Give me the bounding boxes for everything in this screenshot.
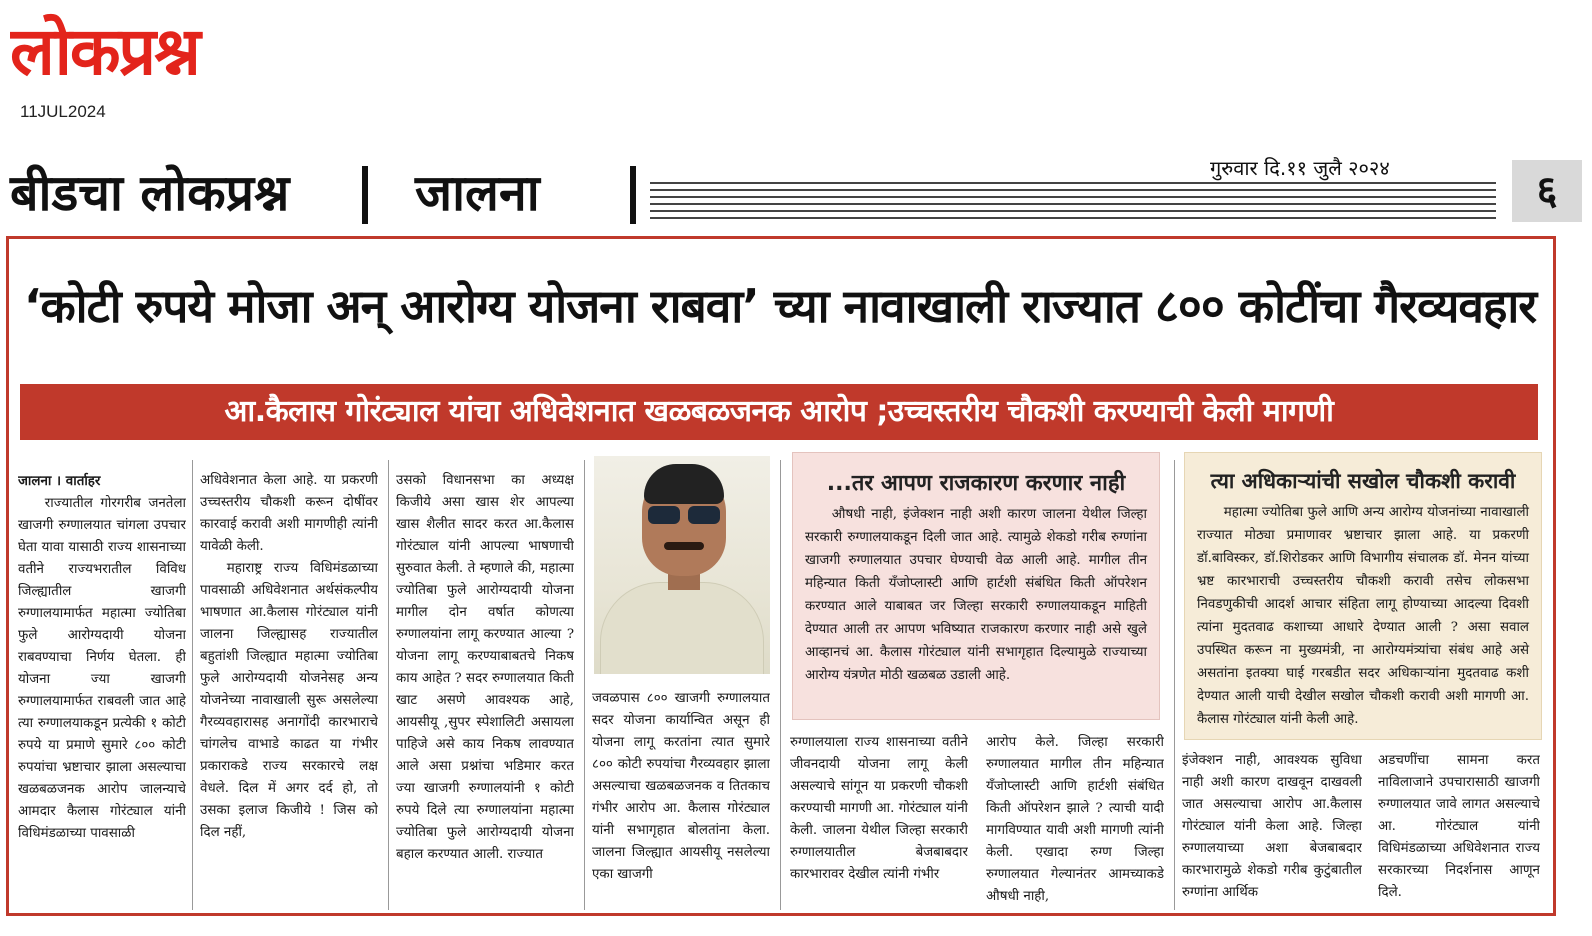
section-title-beed: बीडचा लोकप्रश्न (10, 163, 290, 222)
column-text: जवळपास ८०० खाजगी रुग्णालयात सदर योजना कार्यान्वित असून ही योजना लागू करतांना त्यात सुमारे ८०० कोटी रुपयांचा गैरव्यवहार झाला असल्याचा खळबळजनक व तितकाच गंभीर आरोप आ. कैलास गोरंट्याल यांनी सभागृहात बोलतांना केला. जालना जिल्ह्यात आयसीयू नसलेल्या एका खाजगी (592, 691, 770, 882)
article-column-3 (396, 470, 574, 908)
article-column-8 (1378, 750, 1540, 908)
box-body: औषधी नाही, इंजेक्शन नाही अशी कारण जालना येथील जिल्हा सरकारी रुग्णालयाकडून दिली जात आहे. त्यामुळे शेकडो गरीब रुग्णांना खाजगी रुग्णालयात उपचार घेण्याची वेळ आली आहे. मागील तीन महिन्यात किती यॅंजोप्लास्टी आणि हार्टशी संबंधित किती ऑपरेशन करण्यात आले याबाबत जर जिल्हा सरकारी रुग्णालयाकडून माहिती देण्यात आली तर आपण भविष्यात राजकारण करणार नाही असे खुले आव्हानचं आ. कैलास गोरंट्याल यांनी सभागृहात दिल्यामुळे राज्याच्या आरोग्य यंत्रणेत मोठी खळबळ उडाली आहे. (805, 507, 1147, 683)
article-column-2 (200, 470, 378, 908)
column-text: उसको विधानसभा का अध्यक्ष किजीये असा खास शेर आपल्या खास शैलीत सादर करत आ.कैलास गोरंट्याल यांनी आपल्या भाषणाची सुरुवात केली. ते म्हणाले की, महात्मा ज्योतिबा फुले आरोग्यदायी योजना मागील दोन वर्षात कोणत्या रुग्णालयांना लागू करण्यात आल्या ? योजना लागू करण्याबाबतचे निकष काय आहेत ? सदर रुग्णालयात किती खाट असणे आवश्यक आहे, आयसीयू ,सुपर स्पेशालिटी असायला पाहिजे असे काय निकष लावण्यात आले असा प्रश्नांचा भडिमार करत ज्या खाजगी रुग्णालयांनी १ कोटी रुपये दिले त्या रुग्णालयांना महात्मा ज्योतिबा फुले आरोग्यदायी योजना बहाल करण्यात आली. राज्यात (396, 473, 574, 862)
issue-date: गुरुवार दि.११ जुलै २०२४ (1210, 156, 1390, 180)
column-text: राज्यातील गोरगरीब जनतेला खाजगी रुग्णालयात चांगला उपचार घेता यावा यासाठी राज्य शासनाच्या वतीने राज्यभरातील विविध जिल्ह्यातील खाजगी रुग्णालयामार्फत महात्मा ज्योतिबा फुले आरोग्यदायी योजना राबवण्याचा निर्णय घेतला. ही योजना ज्या खाजगी रुग्णालयामार्फत राबवली जात आहे त्या रुग्णालयाकडून प्रत्येकी १ कोटी रुपये या प्रमाणे सुमारे ८०० कोटी रुपयांचा भ्रष्टाचार झाला असल्याचा खळबळजनक आरोप जालन्याचे आमदार कैलास गोरंट्याल यांनी विधिमंडळाच्या पावसाळी (18, 496, 186, 841)
sidebar-box-inquiry (1184, 452, 1542, 740)
article-column-6 (986, 732, 1164, 908)
column-text: अडचणींचा सामना करत नाविलाजाने उपचारासाठी खाजगी रुग्णालयात जावे लागत असल्याचे आ. गोरंट्याल यांनी विधिमंडळाच्या अधिवेशनात राज्य सरकारच्या निदर्शनास आणून दिले. (1378, 753, 1540, 900)
masthead-logo: लोकप्रश्न (10, 13, 199, 90)
column-rule (388, 460, 389, 910)
masthead-date: 11JUL2024 (20, 102, 106, 121)
column-text: रुग्णालयाला राज्य शासनाच्या वतीने जीवनदायी योजना लागू केली असल्याचे सांगून या प्रकरणी चौकशी करण्याची मागणी आ. गोरंट्याल यांनी केली. जालना येथील जिल्हा सरकारी रुग्णालयातील बेजबाबदार कारभारावर देखील त्यांनी गंभीर (790, 735, 968, 882)
box-title: त्या अधिकाऱ्यांची सखोल चौकशी करावी (1210, 469, 1516, 493)
photo-glasses-shape (648, 506, 720, 524)
article-column-1 (18, 470, 186, 908)
section-title-jalna: जालना (415, 163, 540, 222)
photo-body-shape (600, 582, 764, 674)
column-rule (584, 460, 585, 910)
article-headline: ‘कोटी रुपये मोजा अन् आरोग्य योजना राबवा’ च्या नावाखाली राज्यात ८०० कोटींचा गैरव्यवहार (23, 279, 1537, 333)
section-divider (362, 166, 368, 224)
column-rule (780, 460, 781, 910)
photo-hair-shape (644, 464, 724, 504)
sidebar-box-politics (792, 452, 1160, 720)
section-bar (10, 156, 1582, 226)
box-body: महात्मा ज्योतिबा फुले आणि अन्य आरोग्य योजनांच्या नावाखाली राज्यात मोठ्या प्रमाणावर भ्रष्टाचार झाला आहे. या प्रकरणी डॉ.बाविस्कर, डॉ.शिरोडकर आणि विभागीय संचालक डॉ. मेनन यांच्या भ्रष्ट कारभाराची उच्चस्तरीय चौकशी करावी तसेच लोकसभा निवडणुकीची आदर्श आचार संहिता लागू होण्याच्या आदल्या दिवशी त्यांना मुदतवाढ कशाच्या आधारे देण्यात आली ? असा सवाल उपस्थित करून ना मुख्यमंत्री, ना आरोग्यमंत्र्यांचा संबंध आहे असे असतांना इतक्या घाई गरबडीत सदर अधिकाऱ्यांना मुदतवाढ कशी देण्यात आली याची देखील सखोल चौकशी करावी अशी मागणी आ. कैलास गोरंट्याल यांनी केली आहे. (1197, 505, 1529, 727)
column-text: आरोप केले. जिल्हा सरकारी रुग्णालयात मागील तीन महिन्यात यॅंजोप्लास्टी आणि हार्टशी संबंधित किती ऑपरेशन झाले ? त्याची यादी मागविण्यात यावी अशी मागणी त्यांनी केली. एखादा रुग्ण जिल्हा रुग्णालयात गेल्यानंतर आमच्याकडे औषधी नाही, (986, 735, 1164, 904)
column-text: इंजेक्शन नाही, आवश्यक सुविधा नाही अशी कारण दाखवून दाखवली जात असल्याचा आरोप आ.कैलास गोरंट्याल यांनी केला आहे. जिल्हा रुग्णालयाच्या अशा बेजबाबदार कारभारामुळे शेकडो गरीब कुटुंबातील रुग्णांना आर्थिक (1182, 753, 1362, 900)
article-subheadline: आ.कैलास गोरंट्याल यांचा अधिवेशनात खळबळजनक आरोप ;उच्चस्तरीय चौकशी करण्याची केली मागणी (20, 384, 1538, 440)
dateline: जालना । वार्ताहर (18, 473, 101, 489)
page-number: ६ (1512, 160, 1582, 222)
portrait-photo (594, 456, 770, 674)
column-text: महाराष्ट्र राज्य विधिमंडळाच्या पावसाळी अधिवेशनात अर्थसंकल्पीय भाषणात आ.कैलास गोरंट्याल यांनी जालना जिल्ह्यासह राज्यातील बहुतांशी जिल्ह्यात महात्मा ज्योतिबा फुले आरोग्यदायी योजनेसह अन्य योजनेच्या नावाखाली सुरू असलेल्या गैरव्यवहारासह अनागोंदी कारभाराचे चांगलेच वाभाडे काढत या गंभीर प्रकाराकडे राज्य सरकारचे लक्ष वेधले. दिल में अगर दर्द हो, तो उसका इलाज किजीये ! जिस को दिल नहीं, (200, 561, 378, 840)
photo-moustache-shape (664, 542, 704, 550)
column-text: अधिवेशनात केला आहे. या प्रकरणी उच्चस्तरीय चौकशी करून दोषींवर कारवाई करावी अशी मागणीही त्यांनी यावेळी केली. (200, 473, 378, 554)
article-column-5 (790, 732, 968, 908)
article-column-7 (1182, 750, 1362, 908)
column-rule (1174, 460, 1175, 910)
decorative-lines (650, 182, 1496, 220)
column-rule (192, 460, 193, 910)
box-title: ...तर आपण राजकारण करणार नाही (826, 471, 1126, 496)
article-column-4 (592, 688, 770, 908)
section-divider (630, 166, 636, 224)
